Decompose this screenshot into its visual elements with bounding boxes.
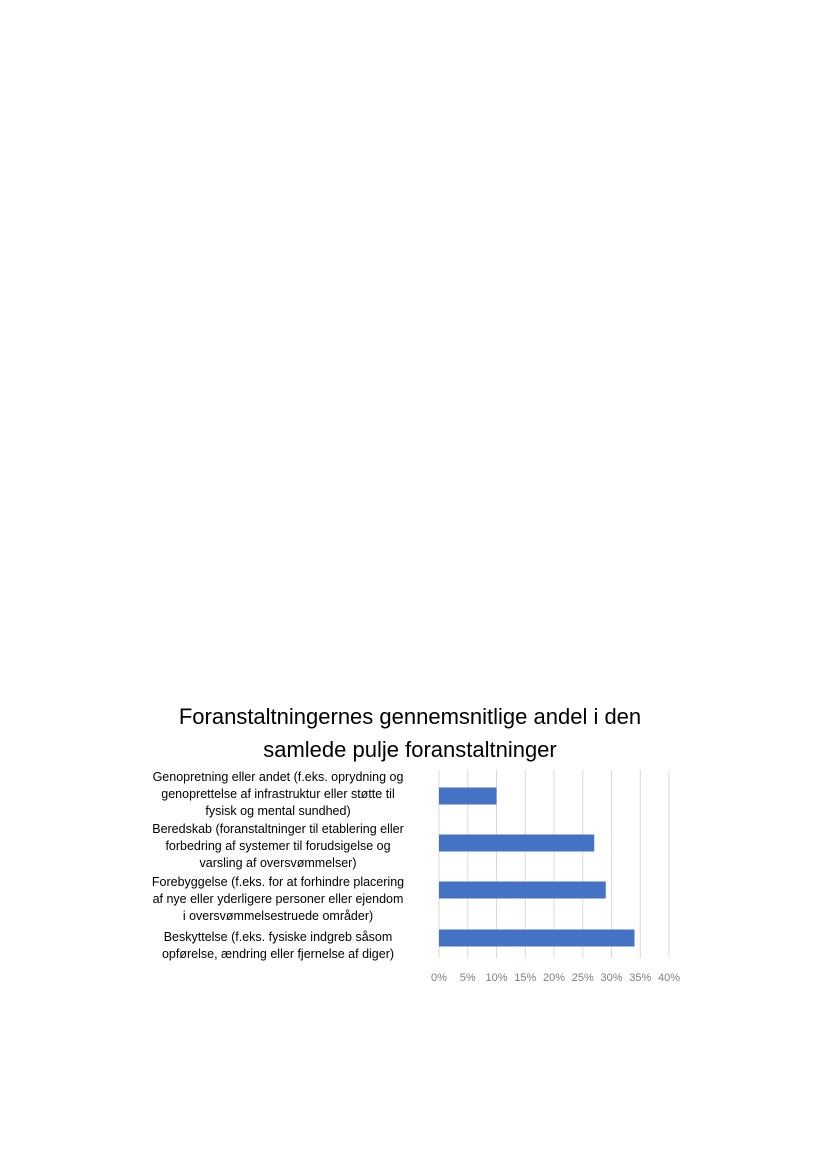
bar-2 [439,882,606,899]
bar-3 [439,930,635,947]
x-tick-label: 15% [514,972,537,984]
x-tick-label: 5% [459,972,476,984]
category-label-line: Beredskab (foranstaltninger til etablering eller [152,822,404,836]
category-label-line: forbedring af systemer til forudsigelse og [165,839,391,853]
x-tick-label: 30% [600,972,623,984]
category-label-line: genoprettelse af infrastruktur eller støtte til [161,787,395,801]
bar-0 [439,788,497,805]
category-label-line: af nye eller yderligere personer eller ejendom [152,892,404,906]
x-tick-label: 10% [485,972,508,984]
category-label-line: fysisk og mental sundhed) [205,804,351,818]
x-tick-label: 20% [542,972,566,984]
x-tick-label: 35% [629,972,652,984]
category-label-line: Forebyggelse (f.eks. for at forhindre placering [151,875,405,889]
chart-title-line-1: Foranstaltningernes gennemsnitlige andel i den [178,704,642,729]
category-label-line: varsling af oversvømmelser) [199,856,357,870]
x-tick-label: 40% [657,972,681,984]
bar-1 [439,835,594,852]
chart-title-line-2: samlede pulje foranstaltninger [263,737,557,762]
category-label-line: Genopretning eller andet (f.eks. oprydning og [152,770,404,784]
category-label-line: i oversvømmelsestruede områder) [182,909,374,923]
x-tick-label: 25% [571,972,594,984]
category-label-line: Beskyttelse (f.eks. fysiske indgreb såsom [163,930,393,944]
x-tick-label: 0% [431,972,447,984]
category-label-line: opførelse, ændring eller fjernelse af diger) [161,947,395,961]
